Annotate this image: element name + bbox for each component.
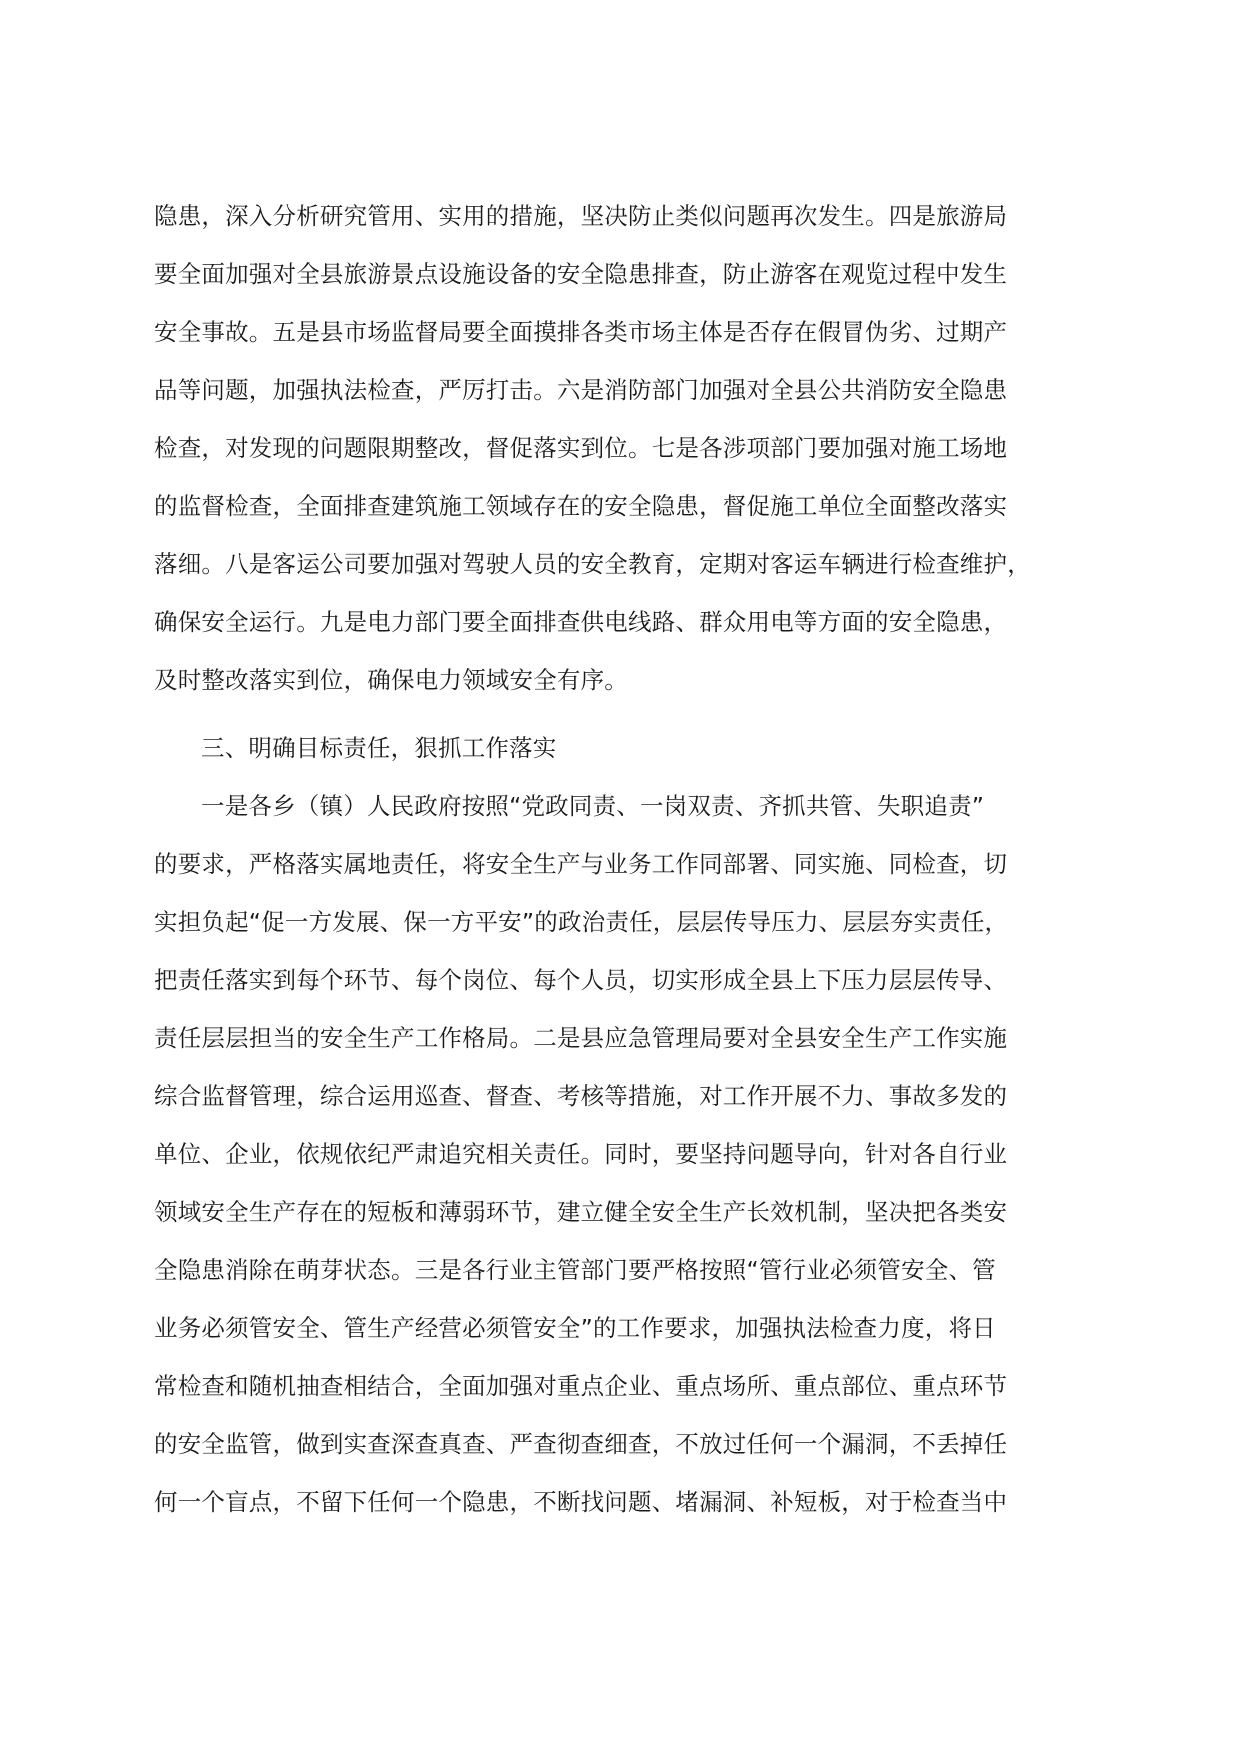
text-line: 何一个盲点，不留下任何一个隐患，不断找问题、堵漏洞、补短板，对于检查当中 [154,1488,1008,1516]
section-heading [154,719,1064,777]
text-line: 落细。八是客运公司要加强对驾驶人员的安全教育，定期对客运车辆进行检查维护， [154,550,1031,578]
text-line: 综合监督管理，综合运用巡查、督查、考核等措施，对工作开展不力、事故多发的 [154,1082,1008,1110]
text-line: 的监督检查，全面排查建筑施工领域存在的安全隐患，督促施工单位全面整改落实 [154,492,1008,520]
text-line: 全隐患消除在萌芽状态。三是各行业主管部门要严格按照“管行业必须管安全、管 [154,1256,996,1284]
text-line: 确保安全运行。九是电力部门要全面排查供电线路、群众用电等方面的安全隐患， [154,608,1008,636]
text-line: 的安全监管，做到实查深查真查、严查彻查细查，不放过任何一个漏洞，不丢掉任 [154,1430,1008,1458]
text-line: 一是各乡（镇）人民政府按照“党政同责、一岗双责、齐抓共管、失职追责” [201,792,985,820]
text-line: 检查，对发现的问题限期整改，督促落实到位。七是各涉项部门要加强对施工场地 [154,434,1008,462]
text-line: 隐患，深入分析研究管用、实用的措施，坚决防止类似问题再次发生。四是旅游局 [154,202,1008,230]
text-line: 品等问题，加强执法检查，严厉打击。六是消防部门加强对全县公共消防安全隐患 [154,376,1008,404]
text-line: 单位、企业，依规依纪严肃追究相关责任。同时，要坚持问题导向，针对各自行业 [154,1140,1008,1168]
text-line: 及时整改落实到位，确保电力领域安全有序。 [154,666,628,694]
text-line: 常检查和随机抽查相结合，全面加强对重点企业、重点场所、重点部位、重点环节 [154,1372,1008,1400]
text-line: 把责任落实到每个环节、每个岗位、每个人员，切实形成全县上下压力层层传导、 [154,966,1008,994]
text-line: 要全面加强对全县旅游景点设施设备的安全隐患排查，防止游客在观览过程中发生 [154,260,1008,288]
text-line: 实担负起“促一方发展、保一方平安”的政治责任，层层传导压力、层层夯实责任， [154,908,1009,936]
text-line: 安全事故。五是县市场监督局要全面摸排各类市场主体是否存在假冒伪劣、过期产 [154,318,1008,346]
section-heading-text: 三、明确目标责任，狠抓工作落实 [201,734,557,762]
text-line: 的要求，严格落实属地责任，将安全生产与业务工作同部署、同实施、同检查，切 [154,850,1008,878]
text-line: 责任层层担当的安全生产工作格局。二是县应急管理局要对全县安全生产工作实施 [154,1024,1008,1052]
paragraph-responsibility [154,777,1064,1531]
text-line: 领域安全生产存在的短板和薄弱环节，建立健全安全生产长效机制，坚决把各类安 [154,1198,1008,1226]
text-line: 业务必须管安全、管生产经营必须管安全”的工作要求，加强执法检查力度，将日 [154,1314,996,1342]
paragraph-hazard-inspection [154,187,1064,709]
